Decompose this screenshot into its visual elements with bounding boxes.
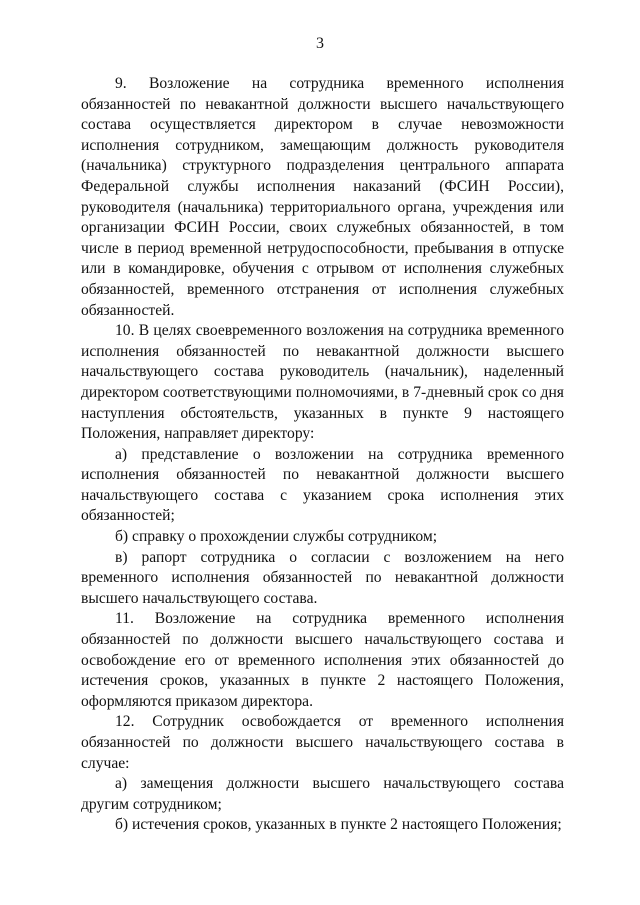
paragraph-9: 9. Возложение на сотрудника временного исполнения обязанностей по невакантной должности высшего начальствующего состава осуществляется директором в случае невозможности исполнения сотрудником, замещающим должность руководителя (начальника) структурного подразделения центрального аппарата Федеральной службы исполнения наказаний (ФСИН России), руководителя (начальника) территориального органа, учреждения или организации ФСИН России, своих служебных обязанностей, в том числе в период временной нетрудоспособности, пребывания в отпуске или в командировке, обучения с отрывом от исполнения служебных обязанностей, временного отстранения от исполнения служебных обязанностей. [81,75,564,319]
paragraph-12-item-a: а) замещения должности высшего начальствующего состава другим сотрудником; [81,775,564,813]
page-number: 3 [316,35,324,52]
paragraph-12-item-b: б) истечения сроков, указанных в пункте 2 настоящего Положения; [115,816,562,834]
paragraph-11: 11. Возложение на сотрудника временного исполнения обязанностей по должности высшего начальствующего состава и освобождение его от временного исполнения этих обязанностей до истечения сроков, указанных в пункте 2 настоящего Положения, оформляются приказом директора. [81,610,564,710]
paragraph-10-item-a: а) представление о возложении на сотрудника временного исполнения обязанностей по невакантной должности высшего начальствующего состава с указанием срока исполнения этих обязанностей; [81,445,564,525]
paragraph-10: 10. В целях своевременного возложения на сотрудника временного исполнения обязанностей по невакантной должности высшего начальствующего состава руководитель (начальник), наделенный директором соответствующими полномочиями, в 7-дневный срок со дня наступления обстоятельств, указанных в пункте 9 настоящего Положения, направляет директору: [81,322,564,443]
paragraph-12: 12. Сотрудник освобождается от временного исполнения обязанностей по должности высшего начальствующего состава в случае: [81,713,564,772]
paragraph-10-item-v: в) рапорт сотрудника о согласии с возложением на него временного исполнения обязанностей по невакантной должности высшего начальствующего состава. [81,548,564,607]
document-body [81,74,564,836]
paragraph-10-item-b: б) справку о прохождении службы сотрудником; [115,528,438,546]
